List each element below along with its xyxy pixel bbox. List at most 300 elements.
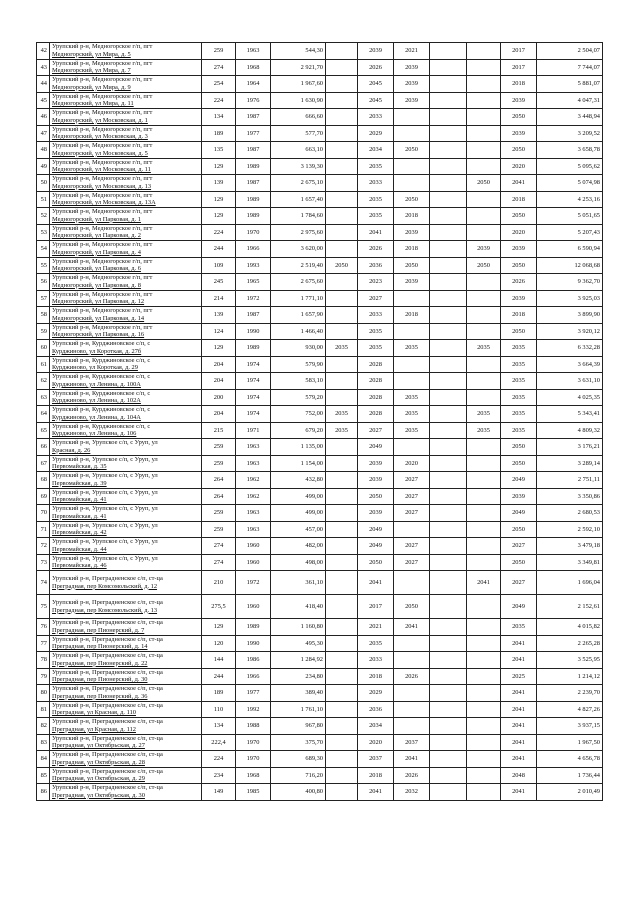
year-cell: 1968: [236, 59, 271, 76]
plan-year-1-cell: [326, 224, 358, 241]
plan-year-4-cell: [467, 92, 501, 109]
table-row: [37, 290, 603, 307]
address-cell: [50, 734, 202, 751]
plan-year-5-cell: 2035: [501, 422, 537, 439]
empty-cell: [430, 751, 467, 768]
year-cell: 1987: [236, 142, 271, 159]
table-row: [37, 488, 603, 505]
plan-year-3-cell: 2032: [394, 784, 430, 801]
plan-year-3-cell: 2020: [394, 455, 430, 472]
address-cell: [50, 538, 202, 555]
address-line-2: Медногорский, ул Московская, д. 13А: [52, 199, 156, 207]
document-page: [36, 42, 602, 801]
address-line-2: Курджиново, ул Короткая, д. 29: [52, 364, 138, 372]
plan-year-2-cell: 2035: [358, 208, 394, 225]
area-cell: 204: [202, 406, 236, 423]
address-cell: [50, 191, 202, 208]
plan-year-4-cell: [467, 701, 501, 718]
area-cell: 210: [202, 571, 236, 595]
address-cell: [50, 175, 202, 192]
year-cell: 1988: [236, 718, 271, 735]
address-line-2: Медногорский, ул Парковая, д. 16: [52, 331, 145, 339]
plan-year-1-cell: [326, 619, 358, 636]
year-cell: 1971: [236, 422, 271, 439]
row-number: 69: [37, 488, 50, 505]
table-row: [37, 191, 603, 208]
address-line-2: Медногорский, ул Московская, д. 13: [52, 182, 152, 190]
empty-cell: [430, 224, 467, 241]
sum-cell: 432,80: [271, 472, 326, 489]
year-cell: 1972: [236, 571, 271, 595]
plan-year-4-cell: [467, 373, 501, 390]
total-cost-cell: 9 362,70: [537, 274, 603, 291]
plan-year-5-cell: 2027: [501, 571, 537, 595]
plan-year-4-cell: [467, 59, 501, 76]
area-cell: 204: [202, 356, 236, 373]
empty-cell: [430, 59, 467, 76]
address-cell: [50, 356, 202, 373]
area-cell: 189: [202, 685, 236, 702]
table-row: [37, 652, 603, 669]
address-cell: [50, 307, 202, 324]
plan-year-5-cell: 2048: [501, 767, 537, 784]
plan-year-5-cell: 2035: [501, 619, 537, 636]
plan-year-1-cell: [326, 109, 358, 126]
plan-year-2-cell: 2017: [358, 595, 394, 619]
area-cell: 259: [202, 505, 236, 522]
area-cell: 259: [202, 455, 236, 472]
plan-year-4-cell: [467, 142, 501, 159]
plan-year-5-cell: 2049: [501, 472, 537, 489]
plan-year-1-cell: [326, 455, 358, 472]
plan-year-1-cell: [326, 323, 358, 340]
plan-year-2-cell: 2033: [358, 109, 394, 126]
table-row: [37, 340, 603, 357]
plan-year-2-cell: 2018: [358, 767, 394, 784]
table-row: [37, 619, 603, 636]
total-cost-cell: 1 736,44: [537, 767, 603, 784]
address-cell: [50, 767, 202, 784]
address-line-1: Урупский р-н, Преградненское с/п, ст-ца: [52, 784, 163, 792]
empty-cell: [430, 307, 467, 324]
total-cost-cell: 3 448,94: [537, 109, 603, 126]
sum-cell: 495,30: [271, 635, 326, 652]
empty-cell: [430, 290, 467, 307]
plan-year-5-cell: 2050: [501, 455, 537, 472]
address-line-1: Урупский р-н, Преградненское с/п, ст-ца: [52, 599, 163, 607]
empty-cell: [430, 109, 467, 126]
area-cell: 259: [202, 439, 236, 456]
plan-year-1-cell: [326, 307, 358, 324]
total-cost-cell: 3 920,12: [537, 323, 603, 340]
area-cell: 124: [202, 323, 236, 340]
plan-year-3-cell: 2021: [394, 43, 430, 60]
address-line-1: Урупский р-н, Курджиновское с/п, с: [52, 340, 151, 348]
plan-year-4-cell: [467, 718, 501, 735]
plan-year-3-cell: 2026: [394, 668, 430, 685]
address-line-1: Урупский р-н, Урупское с/п, с Уруп, ул: [52, 488, 158, 496]
plan-year-5-cell: 2020: [501, 158, 537, 175]
empty-cell: [430, 455, 467, 472]
address-line-2: Медногорский, ул Московская, д. 3: [52, 133, 148, 141]
address-line-2: Первомайская, д. 41: [52, 512, 107, 520]
table-row: [37, 751, 603, 768]
table-row: [37, 125, 603, 142]
table-row: [37, 505, 603, 522]
plan-year-2-cell: 2028: [358, 406, 394, 423]
address-line-1: Урупский р-н, Медногорское г/п, пгт: [52, 257, 153, 265]
table-row: [37, 373, 603, 390]
sum-cell: 1 761,10: [271, 701, 326, 718]
plan-year-1-cell: 2050: [326, 257, 358, 274]
table-row: [37, 274, 603, 291]
total-cost-cell: 5 343,41: [537, 406, 603, 423]
row-number: 71: [37, 521, 50, 538]
plan-year-3-cell: [394, 718, 430, 735]
sum-cell: 1 657,40: [271, 191, 326, 208]
row-number: 78: [37, 652, 50, 669]
plan-year-1-cell: [326, 43, 358, 60]
plan-year-5-cell: 2020: [501, 224, 537, 241]
table-row: [37, 635, 603, 652]
plan-year-4-cell: 2050: [467, 257, 501, 274]
plan-year-2-cell: 2027: [358, 290, 394, 307]
plan-year-3-cell: 2039: [394, 59, 430, 76]
plan-year-4-cell: [467, 389, 501, 406]
row-number: 55: [37, 257, 50, 274]
plan-year-5-cell: 2041: [501, 175, 537, 192]
empty-cell: [430, 439, 467, 456]
empty-cell: [430, 43, 467, 60]
total-cost-cell: 2 680,53: [537, 505, 603, 522]
address-line-2: Медногорский, ул Московская, д. 11: [52, 166, 151, 174]
address-cell: [50, 718, 202, 735]
plan-year-2-cell: 2027: [358, 422, 394, 439]
plan-year-4-cell: [467, 191, 501, 208]
plan-year-3-cell: 2050: [394, 191, 430, 208]
plan-year-5-cell: 2018: [501, 76, 537, 93]
address-cell: [50, 472, 202, 489]
empty-cell: [430, 595, 467, 619]
plan-year-5-cell: 2027: [501, 538, 537, 555]
empty-cell: [430, 76, 467, 93]
plan-year-1-cell: [326, 751, 358, 768]
total-cost-cell: 6 332,28: [537, 340, 603, 357]
row-number: 62: [37, 373, 50, 390]
table-row: [37, 158, 603, 175]
year-cell: 1987: [236, 175, 271, 192]
empty-cell: [430, 734, 467, 751]
row-number: 82: [37, 718, 50, 735]
empty-cell: [430, 701, 467, 718]
address-cell: [50, 784, 202, 801]
address-line-1: Урупский р-н, Курджиновское с/п, с: [52, 356, 151, 364]
plan-year-4-cell: [467, 521, 501, 538]
empty-cell: [430, 158, 467, 175]
empty-cell: [430, 323, 467, 340]
address-line-2: Медногорский, ул Парковая, д. 2: [52, 232, 141, 240]
plan-year-4-cell: 2041: [467, 571, 501, 595]
empty-cell: [430, 718, 467, 735]
year-cell: 1986: [236, 652, 271, 669]
empty-cell: [430, 406, 467, 423]
plan-year-4-cell: [467, 538, 501, 555]
plan-year-2-cell: 2035: [358, 340, 394, 357]
year-cell: 1974: [236, 389, 271, 406]
address-line-2: Медногорский, ул Московская, д. 5: [52, 149, 148, 157]
address-line-1: Урупский р-н, Медногорское г/п, пгт: [52, 191, 153, 199]
address-cell: [50, 208, 202, 225]
area-cell: 200: [202, 389, 236, 406]
row-number: 65: [37, 422, 50, 439]
address-line-2: Преградная, пер Пионерский, д. 30: [52, 676, 148, 684]
address-cell: [50, 505, 202, 522]
row-number: 85: [37, 767, 50, 784]
address-line-2: Первомайская, д. 41: [52, 496, 107, 504]
plan-year-4-cell: [467, 472, 501, 489]
address-cell: [50, 488, 202, 505]
plan-year-2-cell: 2050: [358, 488, 394, 505]
plan-year-1-cell: [326, 373, 358, 390]
table-body: [37, 43, 603, 801]
plan-year-3-cell: 2018: [394, 307, 430, 324]
year-cell: 1963: [236, 43, 271, 60]
address-cell: [50, 109, 202, 126]
row-number: 52: [37, 208, 50, 225]
area-cell: 189: [202, 125, 236, 142]
empty-cell: [430, 125, 467, 142]
plan-year-3-cell: [394, 125, 430, 142]
sum-cell: 400,80: [271, 784, 326, 801]
empty-cell: [430, 92, 467, 109]
row-number: 43: [37, 59, 50, 76]
year-cell: 1963: [236, 505, 271, 522]
year-cell: 1966: [236, 668, 271, 685]
sum-cell: 2 675,60: [271, 274, 326, 291]
total-cost-cell: 2 751,11: [537, 472, 603, 489]
sum-cell: 457,00: [271, 521, 326, 538]
plan-year-4-cell: 2050: [467, 175, 501, 192]
plan-year-1-cell: [326, 734, 358, 751]
area-cell: 215: [202, 422, 236, 439]
address-line-2: Преградная, ул Красная, д. 110: [52, 709, 136, 717]
total-cost-cell: 3 631,10: [537, 373, 603, 390]
table-row: [37, 307, 603, 324]
area-cell: 275,5: [202, 595, 236, 619]
address-cell: [50, 521, 202, 538]
row-number: 63: [37, 389, 50, 406]
sum-cell: 579,90: [271, 356, 326, 373]
row-number: 75: [37, 595, 50, 619]
plan-year-3-cell: 2039: [394, 92, 430, 109]
empty-cell: [430, 635, 467, 652]
plan-year-1-cell: [326, 472, 358, 489]
year-cell: 1972: [236, 290, 271, 307]
sum-cell: 1 284,92: [271, 652, 326, 669]
plan-year-3-cell: 2027: [394, 472, 430, 489]
address-cell: [50, 554, 202, 571]
address-line-1: Урупский р-н, Преградненское с/п, ст-ца: [52, 751, 163, 759]
year-cell: 1964: [236, 76, 271, 93]
empty-cell: [430, 767, 467, 784]
year-cell: 1970: [236, 734, 271, 751]
plan-year-2-cell: 2023: [358, 274, 394, 291]
plan-year-2-cell: 2035: [358, 158, 394, 175]
row-number: 45: [37, 92, 50, 109]
area-cell: 139: [202, 307, 236, 324]
plan-year-2-cell: 2034: [358, 142, 394, 159]
sum-cell: 2 921,70: [271, 59, 326, 76]
address-cell: [50, 76, 202, 93]
plan-year-2-cell: 2039: [358, 505, 394, 522]
area-cell: 264: [202, 488, 236, 505]
total-cost-cell: 1 967,50: [537, 734, 603, 751]
address-cell: [50, 59, 202, 76]
row-number: 46: [37, 109, 50, 126]
area-cell: 274: [202, 59, 236, 76]
address-cell: [50, 422, 202, 439]
area-cell: 254: [202, 76, 236, 93]
address-cell: [50, 571, 202, 595]
plan-year-2-cell: 2018: [358, 668, 394, 685]
sum-cell: 3 620,00: [271, 241, 326, 258]
plan-year-2-cell: 2035: [358, 191, 394, 208]
year-cell: 1990: [236, 635, 271, 652]
total-cost-cell: 5 051,65: [537, 208, 603, 225]
area-cell: 129: [202, 208, 236, 225]
plan-year-1-cell: [326, 538, 358, 555]
address-line-1: Урупский р-н, Урупское с/п, с Уруп, ул: [52, 521, 158, 529]
table-row: [37, 718, 603, 735]
plan-year-5-cell: 2050: [501, 323, 537, 340]
area-cell: 139: [202, 175, 236, 192]
plan-year-2-cell: 2036: [358, 701, 394, 718]
address-line-2: Первомайская, д. 46: [52, 562, 107, 570]
address-cell: [50, 224, 202, 241]
sum-cell: 544,30: [271, 43, 326, 60]
area-cell: 244: [202, 241, 236, 258]
empty-cell: [430, 257, 467, 274]
sum-cell: 3 139,30: [271, 158, 326, 175]
total-cost-cell: 4 025,35: [537, 389, 603, 406]
plan-year-5-cell: 2050: [501, 142, 537, 159]
sum-cell: 1 466,40: [271, 323, 326, 340]
total-cost-cell: 2 010,49: [537, 784, 603, 801]
total-cost-cell: 1 214,12: [537, 668, 603, 685]
area-cell: 120: [202, 635, 236, 652]
total-cost-cell: 4 656,78: [537, 751, 603, 768]
plan-year-1-cell: [326, 241, 358, 258]
plan-year-1-cell: [326, 685, 358, 702]
address-cell: [50, 455, 202, 472]
plan-year-3-cell: 2035: [394, 389, 430, 406]
total-cost-cell: 3 176,21: [537, 439, 603, 456]
sum-cell: 2 519,40: [271, 257, 326, 274]
plan-year-4-cell: [467, 668, 501, 685]
plan-year-3-cell: 2037: [394, 734, 430, 751]
row-number: 53: [37, 224, 50, 241]
empty-cell: [430, 241, 467, 258]
plan-year-2-cell: 2028: [358, 356, 394, 373]
empty-cell: [430, 191, 467, 208]
empty-cell: [430, 472, 467, 489]
plan-year-3-cell: 2039: [394, 224, 430, 241]
total-cost-cell: 3 658,78: [537, 142, 603, 159]
plan-year-3-cell: [394, 439, 430, 456]
total-cost-cell: 3 350,86: [537, 488, 603, 505]
address-cell: [50, 257, 202, 274]
area-cell: 274: [202, 554, 236, 571]
table-row: [37, 767, 603, 784]
address-line-2: Медногорский, ул Мира, д. 7: [52, 67, 131, 75]
table-row: [37, 595, 603, 619]
plan-year-5-cell: 2050: [501, 208, 537, 225]
table-row: [37, 668, 603, 685]
year-cell: 1987: [236, 307, 271, 324]
plan-year-3-cell: 2041: [394, 751, 430, 768]
area-cell: 109: [202, 257, 236, 274]
plan-year-2-cell: 2033: [358, 307, 394, 324]
address-line-2: Медногорский, ул Парковая, д. 4: [52, 248, 141, 256]
sum-cell: 577,70: [271, 125, 326, 142]
plan-year-4-cell: [467, 455, 501, 472]
plan-year-1-cell: [326, 290, 358, 307]
plan-year-2-cell: 2049: [358, 538, 394, 555]
plan-year-2-cell: 2045: [358, 92, 394, 109]
address-cell: [50, 652, 202, 669]
empty-cell: [430, 422, 467, 439]
area-cell: 264: [202, 472, 236, 489]
sum-cell: 583,10: [271, 373, 326, 390]
address-line-2: Медногорский, ул Парковая, д. 6: [52, 265, 141, 273]
plan-year-1-cell: [326, 175, 358, 192]
plan-year-4-cell: [467, 274, 501, 291]
year-cell: 1987: [236, 109, 271, 126]
empty-cell: [430, 340, 467, 357]
address-cell: [50, 340, 202, 357]
plan-year-3-cell: 2050: [394, 142, 430, 159]
address-cell: [50, 701, 202, 718]
plan-year-3-cell: 2035: [394, 422, 430, 439]
row-number: 83: [37, 734, 50, 751]
plan-year-5-cell: 2035: [501, 373, 537, 390]
address-line-2: Медногорский, ул Парковая, д. 8: [52, 281, 141, 289]
empty-cell: [430, 571, 467, 595]
address-line-1: Урупский р-н, Медногорское г/п, пгт: [52, 158, 153, 166]
plan-year-5-cell: 2041: [501, 734, 537, 751]
sum-cell: 752,00: [271, 406, 326, 423]
address-line-2: Преградная, пер Комсомольский, д. 13: [52, 606, 158, 614]
plan-year-2-cell: 2033: [358, 175, 394, 192]
plan-year-1-cell: [326, 356, 358, 373]
area-cell: 224: [202, 224, 236, 241]
plan-year-3-cell: 2027: [394, 488, 430, 505]
year-cell: 1977: [236, 685, 271, 702]
address-line-1: Урупский р-н, Медногорское г/п, пгт: [52, 125, 153, 133]
plan-year-4-cell: [467, 76, 501, 93]
empty-cell: [430, 619, 467, 636]
address-line-1: Урупский р-н, Преградненское с/п, ст-ца: [52, 701, 163, 709]
address-line-2: Первомайская, д. 39: [52, 479, 107, 487]
address-cell: [50, 668, 202, 685]
address-line-2: Медногорский, ул Мира, д. 5: [52, 50, 131, 58]
plan-year-4-cell: [467, 652, 501, 669]
total-cost-cell: 2 265,28: [537, 635, 603, 652]
address-line-2: Первомайская, д. 44: [52, 545, 107, 553]
sum-cell: 579,20: [271, 389, 326, 406]
total-cost-cell: 2 592,10: [537, 521, 603, 538]
row-number: 70: [37, 505, 50, 522]
